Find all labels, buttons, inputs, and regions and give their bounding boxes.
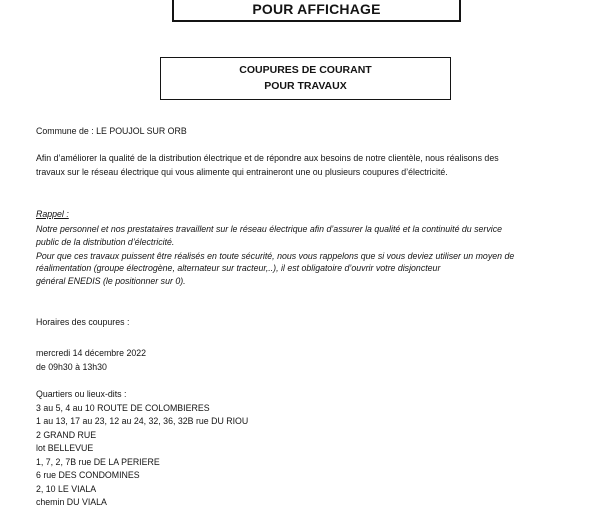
title-line-1: COUPURES DE COURANT [239, 64, 372, 76]
intro-line-2: travaux sur le réseau électrique qui vous alimente qui entraineront une ou plusieurs coupures d’électricité. [36, 167, 448, 177]
rappel-line-4: réalimentation (groupe électrogène, alternateur sur tracteur,..), il est obligatoire d’ouvrir votre disjoncteur [36, 263, 441, 273]
rappel-line-5: général ENEDIS (le positionner sur 0). [36, 276, 186, 286]
list-item: 1, 7, 2, 7B rue DE LA PERIERE [36, 457, 160, 467]
rappel-line-1: Notre personnel et nos prestataires travaillent sur le réseau électrique afin d’assurer la qualité et la continuité du service [36, 224, 502, 234]
list-item: 2 GRAND RUE [36, 430, 97, 440]
rappel-line-3: Pour que ces travaux puissent être réalisés en toute sécurité, nous vous rappelons que si vous deviez utiliser un moyen de [36, 251, 515, 261]
list-item: 6 rue DES CONDOMINES [36, 470, 140, 480]
display-notice-box [172, 0, 461, 22]
horaires-heading: Horaires des coupures : [36, 317, 130, 327]
title-box [160, 57, 451, 100]
list-item: 3 au 5, 4 au 10 ROUTE DE COLOMBIERES [36, 403, 210, 413]
rappel-heading: Rappel : [36, 209, 69, 219]
display-notice-label: POUR AFFICHAGE [252, 1, 381, 17]
rappel-line-2: public de la distribution d’électricité. [36, 237, 175, 247]
list-item: 2, 10 LE VIALA [36, 484, 97, 494]
intro-line-1: Afin d’améliorer la qualité de la distribution électrique et de répondre aux besoins de notre clientèle, nous réalisons des [36, 153, 499, 163]
commune-line: Commune de : LE POUJOL SUR ORB [36, 126, 187, 136]
list-item: lot BELLEVUE [36, 443, 94, 453]
outage-date: mercredi 14 décembre 2022 [36, 348, 147, 358]
list-item: 1 au 13, 17 au 23, 12 au 24, 32, 36, 32B rue DU RIOU [36, 416, 249, 426]
quartiers-heading: Quartiers ou lieux-dits : [36, 389, 127, 399]
title-line-2: POUR TRAVAUX [264, 80, 347, 92]
outage-time: de 09h30 à 13h30 [36, 362, 107, 372]
list-item: chemin DU VIALA [36, 497, 107, 507]
